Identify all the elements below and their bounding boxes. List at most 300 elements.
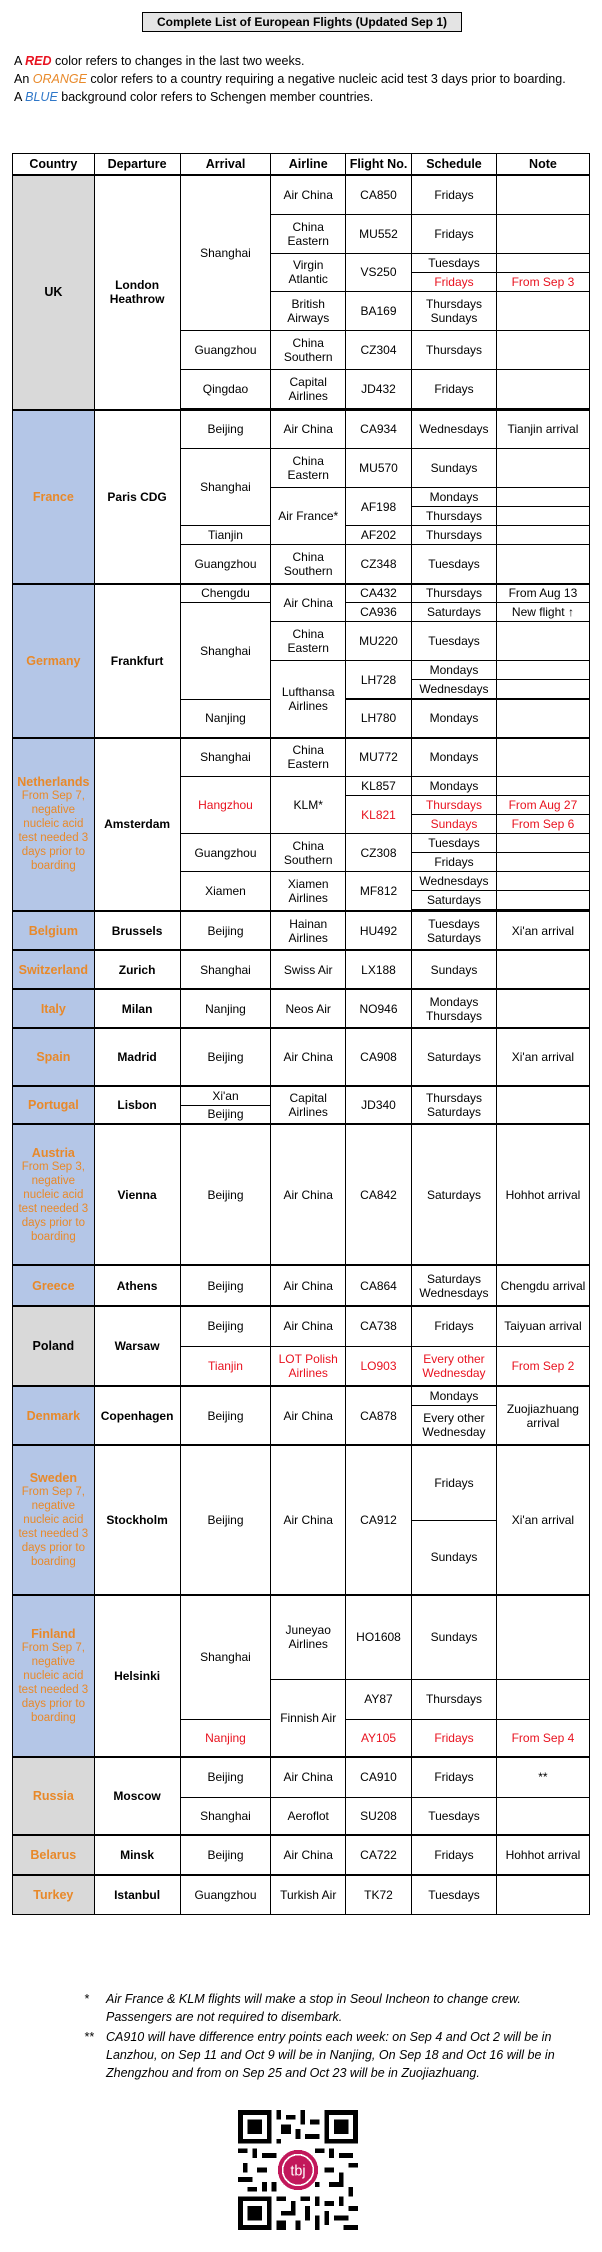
schedule-cell: Tuesdays	[412, 253, 497, 272]
schedule-cell: Mondays	[412, 661, 497, 680]
table-row	[13, 1595, 590, 1679]
table-row	[13, 1086, 590, 1105]
legend	[14, 52, 584, 106]
schedule-cell: Tuesdays	[412, 834, 497, 853]
airline-cell: British Airways	[271, 291, 345, 330]
flight-cell: MU552	[345, 214, 411, 253]
schedule-cell: Thursdays	[412, 1679, 497, 1719]
departure-cell: London Heathrow	[94, 175, 180, 410]
flight-cell: JD340	[345, 1086, 411, 1124]
flight-cell: LH780	[345, 700, 411, 738]
flight-cell: CA864	[345, 1265, 411, 1306]
note-cell: From Sep 6	[496, 815, 589, 834]
legend-text: color refers to changes in the last two weeks.	[51, 54, 305, 68]
col-arrival: Arrival	[180, 154, 271, 176]
note-cell: Zuojiazhuang arrival	[496, 1386, 589, 1445]
flight-cell: SU208	[345, 1797, 411, 1835]
note-cell	[496, 369, 589, 408]
note-cell	[496, 488, 589, 507]
country-cell: Germany	[13, 584, 95, 738]
flight-cell: HU492	[345, 911, 411, 950]
arrival-cell: Beijing	[180, 1445, 271, 1595]
country-cell	[13, 1445, 95, 1595]
departure-cell: Warsaw	[94, 1306, 180, 1386]
schedule-line: Tuesdays	[428, 916, 480, 931]
note-cell	[496, 700, 589, 738]
airline-cell: Swiss Air	[271, 950, 345, 989]
note-cell	[496, 989, 589, 1028]
arrival-cell: Shanghai	[180, 738, 271, 777]
schedule-cell: Saturdays	[412, 1028, 497, 1086]
flight-cell: HO1608	[345, 1595, 411, 1679]
schedule-cell: Saturdays	[412, 603, 497, 622]
flight-cell: MU772	[345, 738, 411, 777]
table-row	[13, 410, 590, 449]
note-cell: Xi'an arrival	[496, 911, 589, 950]
departure-cell: Istanbul	[94, 1875, 180, 1914]
flight-cell: TK72	[345, 1875, 411, 1914]
note-cell: Xi'an arrival	[496, 1445, 589, 1595]
flight-cell: KL857	[345, 777, 411, 796]
departure-cell: Brussels	[94, 911, 180, 950]
schedule-cell: Tuesdays	[412, 1797, 497, 1835]
country-cell: Belgium	[13, 911, 95, 950]
airline-cell: Finnish Air	[271, 1679, 345, 1757]
country-name: Netherlands	[17, 775, 90, 790]
airline-cell: Hainan Airlines	[271, 911, 345, 950]
flight-cell: CZ304	[345, 330, 411, 369]
arrival-cell: Beijing	[180, 1757, 271, 1797]
legend-red-word: RED	[25, 54, 52, 68]
note-cell	[496, 253, 589, 272]
arrival-cell: Beijing	[180, 1105, 271, 1124]
note-cell	[496, 330, 589, 369]
note-cell: From Sep 2	[496, 1346, 589, 1386]
arrival-cell: Beijing	[180, 1835, 271, 1875]
table-row	[13, 1757, 590, 1797]
arrival-cell: Beijing	[180, 1265, 271, 1306]
arrival-cell: Tianjin	[180, 1346, 271, 1386]
schedule-cell	[412, 911, 497, 950]
schedule-cell	[412, 1086, 497, 1124]
departure-cell: Paris CDG	[94, 410, 180, 584]
note-cell	[496, 449, 589, 488]
table-row	[13, 1386, 590, 1405]
schedule-cell: Sundays	[412, 950, 497, 989]
legend-orange-word: ORANGE	[32, 72, 87, 86]
schedule-cell: Thursdays	[412, 526, 497, 545]
col-note: Note	[496, 154, 589, 176]
country-cell	[13, 1595, 95, 1757]
qr-logo-text: tbj	[290, 2163, 306, 2180]
airline-cell: Capital Airlines	[271, 1086, 345, 1124]
arrival-cell: Chengdu	[180, 584, 271, 603]
footnote-1	[84, 1990, 574, 2026]
departure-cell: Madrid	[94, 1028, 180, 1086]
arrival-cell: Guangzhou	[180, 1875, 271, 1914]
col-country: Country	[13, 154, 95, 176]
flight-cell: LH728	[345, 661, 411, 699]
footnote-text: Air France & KLM flights will make a stop in Seoul Incheon to change crew. Passengers are not required to disembark.	[106, 1992, 521, 2024]
table-row	[13, 950, 590, 989]
arrival-cell: Beijing	[180, 911, 271, 950]
schedule-cell: Tuesdays	[412, 1875, 497, 1914]
airline-cell: Virgin Atlantic	[271, 253, 345, 291]
airline-cell: China Southern	[271, 834, 345, 872]
flight-cell: CA738	[345, 1306, 411, 1346]
flight-cell: CA934	[345, 410, 411, 449]
table-row	[13, 1265, 590, 1306]
departure-cell: Vienna	[94, 1124, 180, 1265]
schedule-cell: Fridays	[412, 1306, 497, 1346]
schedule-cell: Wednesdays	[412, 872, 497, 891]
arrival-cell: Shanghai	[180, 603, 271, 700]
country-cell: France	[13, 410, 95, 584]
flight-cell: CA722	[345, 1835, 411, 1875]
country-name: Austria	[31, 1145, 75, 1160]
departure-cell: Milan	[94, 989, 180, 1028]
note-cell: New flight ↑	[496, 603, 589, 622]
schedule-cell: Fridays	[412, 369, 497, 408]
arrival-cell: Guangzhou	[180, 545, 271, 584]
schedule-cell: Sundays	[412, 1595, 497, 1679]
legend-red	[14, 52, 584, 70]
airline-cell: China Eastern	[271, 622, 345, 661]
schedule-line: Sundays	[430, 310, 478, 325]
arrival-cell: Shanghai	[180, 1797, 271, 1835]
flight-cell: MF812	[345, 872, 411, 912]
country-cell: Portugal	[13, 1086, 95, 1124]
airline-cell: China Southern	[271, 545, 345, 584]
table-row	[13, 1445, 590, 1520]
note-cell: Xi'an arrival	[496, 1028, 589, 1086]
legend-text: A	[14, 54, 26, 68]
arrival-cell: Beijing	[180, 1386, 271, 1445]
flight-cell: NO946	[345, 989, 411, 1028]
note-cell	[496, 661, 589, 680]
country-name: Finland	[31, 1627, 76, 1641]
schedule-cell: Fridays	[412, 1445, 497, 1520]
schedule-cell: Thursdays	[412, 507, 497, 526]
test-requirement-note: From Sep 7, negative nucleic acid test needed 3 days prior to boarding	[18, 1642, 89, 1724]
departure-cell: Helsinki	[94, 1595, 180, 1757]
table-row	[13, 1124, 590, 1265]
country-cell	[13, 738, 95, 912]
flight-cell: JD432	[345, 369, 411, 408]
airline-cell: Air China	[271, 584, 345, 622]
schedule-cell: Mondays	[412, 738, 497, 777]
col-departure: Departure	[94, 154, 180, 176]
flight-cell: BA169	[345, 291, 411, 330]
airline-cell: Juneyao Airlines	[271, 1595, 345, 1679]
schedule-cell: Every other Wednesday	[412, 1405, 497, 1445]
test-requirement-note: From Sep 7, negative nucleic acid test needed 3 days prior to boarding	[18, 1486, 89, 1568]
flight-cell: CA912	[345, 1445, 411, 1595]
schedule-cell: Wednesdays	[412, 410, 497, 449]
flight-cell: LX188	[345, 950, 411, 989]
note-cell	[496, 1595, 589, 1679]
country-cell: UK	[13, 175, 95, 410]
schedule-cell: Saturdays	[412, 1124, 497, 1265]
arrival-cell: Beijing	[180, 410, 271, 449]
note-cell	[496, 545, 589, 584]
schedule-line: Saturdays	[426, 930, 481, 945]
airline-cell: Air China	[271, 1265, 345, 1306]
country-cell: Italy	[13, 989, 95, 1028]
test-requirement-note: From Sep 7, negative nucleic acid test needed 3 days prior to boarding	[18, 790, 89, 873]
note-cell: From Aug 13	[496, 584, 589, 603]
flight-cell: CZ348	[345, 545, 411, 584]
airline-cell: Air China	[271, 1835, 345, 1875]
flight-cell: AF202	[345, 526, 411, 545]
flight-cell: CA908	[345, 1028, 411, 1086]
test-requirement-note: From Sep 3, negative nucleic acid test needed 3 days prior to boarding	[18, 1160, 89, 1243]
airline-cell: China Southern	[271, 330, 345, 369]
note-cell	[496, 214, 589, 253]
departure-cell: Zurich	[94, 950, 180, 989]
arrival-cell: Nanjing	[180, 989, 271, 1028]
country-cell: Switzerland	[13, 950, 95, 989]
legend-text: background color refers to Schengen member countries.	[57, 90, 374, 104]
schedule-line: Mondays	[429, 994, 479, 1009]
table-row	[13, 1835, 590, 1875]
flight-cell: CZ308	[345, 834, 411, 872]
col-airline: Airline	[271, 154, 345, 176]
airline-cell: Air China	[271, 1445, 345, 1595]
note-cell: From Sep 3	[496, 272, 589, 291]
schedule-cell: Every other Wednesday	[412, 1346, 497, 1386]
flight-cell: CA850	[345, 175, 411, 214]
country-cell: Spain	[13, 1028, 95, 1086]
note-cell: From Sep 4	[496, 1719, 589, 1757]
airline-cell: KLM*	[271, 777, 345, 834]
arrival-cell: Nanjing	[180, 1719, 271, 1757]
col-flight: Flight No.	[345, 154, 411, 176]
page-title: Complete List of European Flights (Updated Sep 1)	[142, 12, 462, 32]
note-cell	[496, 834, 589, 853]
table-row	[13, 1306, 590, 1346]
note-cell	[496, 777, 589, 796]
note-cell	[496, 1679, 589, 1719]
note-cell: Taiyuan arrival	[496, 1306, 589, 1346]
schedule-cell: Tuesdays	[412, 545, 497, 584]
departure-cell: Athens	[94, 1265, 180, 1306]
flight-cell: MU570	[345, 449, 411, 488]
arrival-cell: Shanghai	[180, 1595, 271, 1719]
airline-cell: Xiamen Airlines	[271, 872, 345, 912]
airline-cell: Air China	[271, 1306, 345, 1346]
legend-text: color refers to a country requiring a negative nucleic acid test 3 days prior to boarding.	[86, 72, 566, 86]
schedule-cell: Tuesdays	[412, 622, 497, 661]
country-cell: Greece	[13, 1265, 95, 1306]
airline-cell: Air China	[271, 175, 345, 214]
flight-cell: CA878	[345, 1386, 411, 1445]
note-cell	[496, 526, 589, 545]
note-cell	[496, 853, 589, 872]
airline-cell: Air China	[271, 1124, 345, 1265]
schedule-cell: Mondays	[412, 700, 497, 738]
legend-text: An	[14, 72, 33, 86]
airline-cell: China Eastern	[271, 449, 345, 488]
flights-table	[12, 153, 590, 1915]
departure-cell: Frankfurt	[94, 584, 180, 738]
note-cell	[496, 507, 589, 526]
airline-cell: Air China	[271, 410, 345, 449]
arrival-cell: Shanghai	[180, 950, 271, 989]
arrival-cell: Xiamen	[180, 872, 271, 912]
arrival-cell: Guangzhou	[180, 330, 271, 369]
note-cell	[496, 291, 589, 330]
footnote-marker: *	[84, 1992, 89, 2006]
note-cell	[496, 891, 589, 910]
airline-cell: China Eastern	[271, 214, 345, 253]
arrival-cell: Beijing	[180, 1124, 271, 1265]
table-row	[13, 989, 590, 1028]
note-cell	[496, 950, 589, 989]
arrival-cell: Tianjin	[180, 526, 271, 545]
note-cell	[496, 622, 589, 661]
schedule-cell	[412, 1265, 497, 1306]
departure-cell: Amsterdam	[94, 738, 180, 912]
schedule-cell: Thursdays	[412, 584, 497, 603]
schedule-line: Saturdays	[426, 1105, 481, 1119]
arrival-cell: Qingdao	[180, 369, 271, 408]
airline-cell: Capital Airlines	[271, 369, 345, 408]
flight-cell: CA910	[345, 1757, 411, 1797]
footnote-2	[84, 2028, 574, 2082]
airline-cell: Air China	[271, 1028, 345, 1086]
note-cell	[496, 872, 589, 891]
legend-orange	[14, 70, 584, 88]
table-row	[13, 1875, 590, 1914]
note-cell	[496, 738, 589, 777]
schedule-line: Thursdays	[425, 1091, 482, 1105]
note-cell: Chengdu arrival	[496, 1265, 589, 1306]
qr-code-icon[interactable]	[238, 2110, 358, 2230]
note-cell: Hohhot arrival	[496, 1124, 589, 1265]
flight-cell: KL821	[345, 796, 411, 834]
schedule-cell: Sundays	[412, 815, 497, 834]
flight-cell: VS250	[345, 253, 411, 291]
legend-blue	[14, 88, 584, 106]
country-cell: Turkey	[13, 1875, 95, 1914]
note-cell	[496, 175, 589, 214]
schedule-cell: Fridays	[412, 853, 497, 872]
flight-cell: CA432	[345, 584, 411, 603]
arrival-cell: Beijing	[180, 1028, 271, 1086]
flight-cell: AY87	[345, 1679, 411, 1719]
flight-cell: AF198	[345, 488, 411, 526]
arrival-cell: Shanghai	[180, 449, 271, 526]
airline-cell: Air China	[271, 1386, 345, 1445]
note-cell: **	[496, 1757, 589, 1797]
schedule-line: Thursdays	[425, 1008, 482, 1023]
arrival-cell: Nanjing	[180, 700, 271, 738]
schedule-cell: Thursdays	[412, 796, 497, 815]
arrival-cell: Xi'an	[180, 1086, 271, 1105]
note-cell	[496, 1797, 589, 1835]
legend-text: A	[14, 90, 26, 104]
flight-cell: CA936	[345, 603, 411, 622]
schedule-cell: Wednesdays	[412, 680, 497, 699]
flight-cell: LO903	[345, 1346, 411, 1386]
departure-cell: Copenhagen	[94, 1386, 180, 1445]
departure-cell: Moscow	[94, 1757, 180, 1835]
schedule-cell: Fridays	[412, 1835, 497, 1875]
arrival-cell: Guangzhou	[180, 834, 271, 872]
schedule-cell: Fridays	[412, 1757, 497, 1797]
footnotes	[84, 1990, 574, 2084]
table-row	[13, 1028, 590, 1086]
note-cell: From Aug 27	[496, 796, 589, 815]
country-cell: Denmark	[13, 1386, 95, 1445]
departure-cell: Lisbon	[94, 1086, 180, 1124]
airline-cell: Turkish Air	[271, 1875, 345, 1914]
schedule-cell: Fridays	[412, 272, 497, 291]
country-cell: Belarus	[13, 1835, 95, 1875]
col-schedule: Schedule	[412, 154, 497, 176]
departure-cell: Stockholm	[94, 1445, 180, 1595]
country-cell	[13, 1124, 95, 1265]
schedule-cell: Sundays	[412, 1520, 497, 1595]
departure-cell: Minsk	[94, 1835, 180, 1875]
airline-cell: Air China	[271, 1757, 345, 1797]
flight-cell: CA842	[345, 1124, 411, 1265]
airline-cell: Lufthansa Airlines	[271, 661, 345, 738]
schedule-line: Saturdays	[426, 1271, 481, 1286]
arrival-cell: Beijing	[180, 1306, 271, 1346]
country-cell: Poland	[13, 1306, 95, 1386]
airline-cell: China Eastern	[271, 738, 345, 777]
schedule-cell: Sundays	[412, 449, 497, 488]
note-cell	[496, 1875, 589, 1914]
airline-cell: Air France*	[271, 488, 345, 545]
table-row	[13, 584, 590, 603]
flight-cell: AY105	[345, 1719, 411, 1757]
legend-blue-word: BLUE	[25, 90, 58, 104]
footnote-marker: **	[84, 2030, 94, 2044]
note-cell: Tianjin arrival	[496, 410, 589, 449]
schedule-cell	[412, 291, 497, 330]
schedule-cell: Thursdays	[412, 330, 497, 369]
table-row	[13, 911, 590, 950]
schedule-cell: Saturdays	[412, 891, 497, 910]
schedule-line: Wednesdays	[419, 1285, 489, 1300]
country-name: Sweden	[29, 1471, 77, 1485]
schedule-line: Thursdays	[425, 296, 482, 311]
note-cell	[496, 1086, 589, 1124]
arrival-cell: Hangzhou	[180, 777, 271, 834]
schedule-cell: Fridays	[412, 175, 497, 214]
airline-cell: LOT Polish Airlines	[271, 1346, 345, 1386]
table-row	[13, 738, 590, 777]
schedule-cell	[412, 989, 497, 1028]
footnote-text: CA910 will have difference entry points each week: on Sep 4 and Oct 2 will be in Lanzhou, on Sep 11 and Oct 9 will be in Nanjing, On Sep 18 and Oct 16 will be in Zhengzhou and from on Sep 25 and Oct 23 will be in Zuojiazhuang.	[106, 2030, 555, 2080]
note-cell	[496, 680, 589, 699]
schedule-cell: Mondays	[412, 1386, 497, 1405]
schedule-cell: Mondays	[412, 777, 497, 796]
schedule-cell: Mondays	[412, 488, 497, 507]
note-cell: Hohhot arrival	[496, 1835, 589, 1875]
schedule-cell: Fridays	[412, 1719, 497, 1757]
table-row	[13, 175, 590, 214]
airline-cell: Neos Air	[271, 989, 345, 1028]
arrival-cell: Shanghai	[180, 175, 271, 330]
table-header-row	[13, 154, 590, 176]
flight-cell: MU220	[345, 622, 411, 661]
country-cell: Russia	[13, 1757, 95, 1835]
schedule-cell: Fridays	[412, 214, 497, 253]
